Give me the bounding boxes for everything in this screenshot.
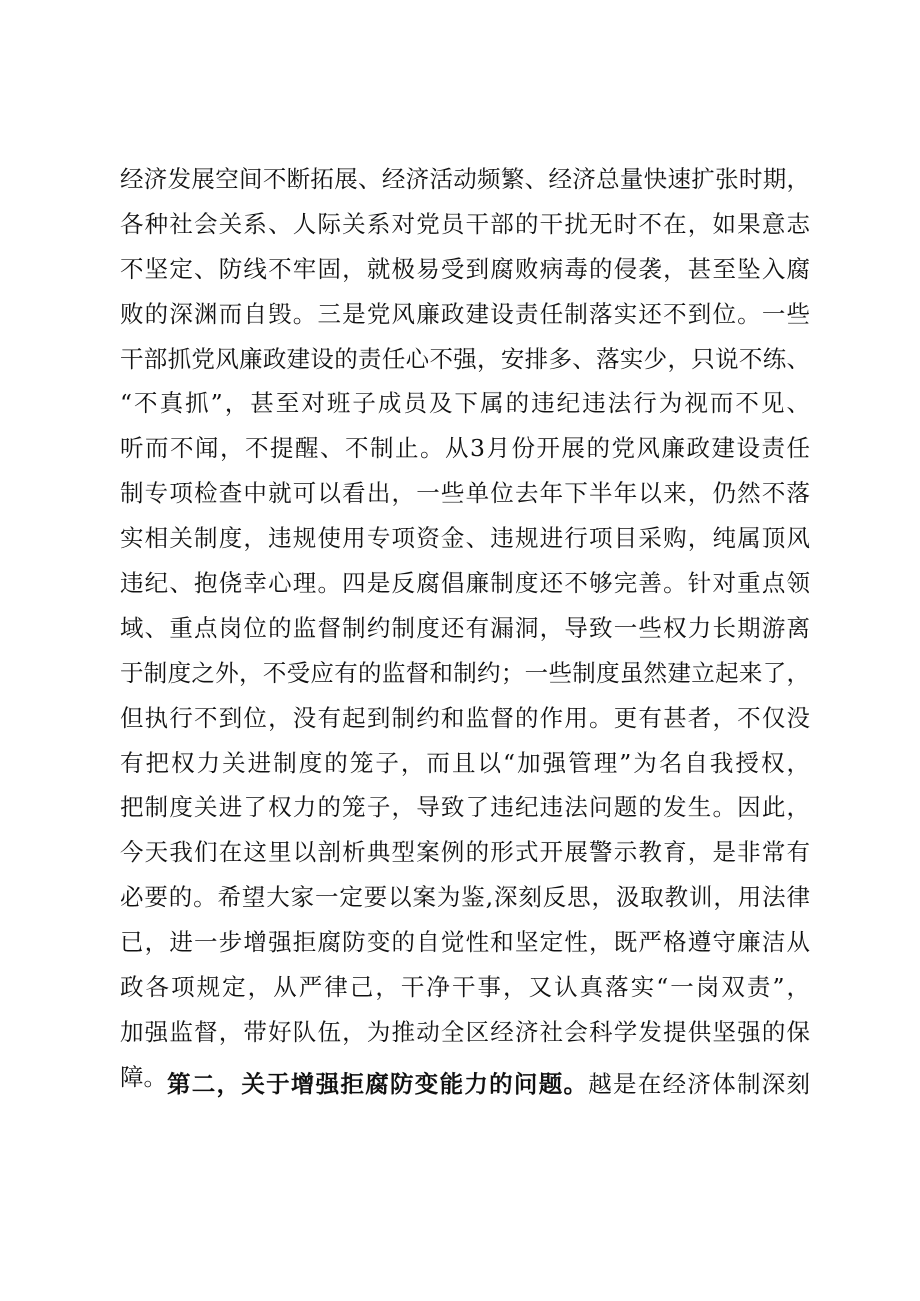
paragraph-line: 障。	[120, 1062, 167, 1091]
paragraph-line: 败的深渊而自毁。三是党风廉政建设责任制落实还不到位。一些	[120, 299, 810, 328]
paragraph-line: 违纪、抱侥幸心理。四是反腐倡廉制度还不够完善。针对重点领	[120, 569, 810, 598]
paragraph-line: 加强监督，带好队伍，为推动全区经济社会科学发提供坚强的保	[120, 1017, 810, 1046]
paragraph-line: 实相关制度，违规使用专项资金、违规进行项目采购，纯属顶风	[120, 524, 810, 553]
section-heading-line	[120, 1062, 810, 1107]
paragraph-line: 各种社会关系、人际关系对党员干部的干扰无时不在，如果意志	[120, 209, 810, 238]
paragraph-line: 听而不闻，不提醒、不制止。从3月份开展的党风廉政建设责任	[120, 434, 810, 463]
paragraph-line: 政各项规定，从严律己，干净干事，又认真落实“一岗双责”，	[120, 973, 810, 1002]
paragraph-line: 必要的。希望大家一定要以案为鉴,深刻反思，汲取教训，用法律	[120, 883, 810, 912]
paragraph-line: 制专项检查中就可以看出，一些单位去年下半年以来，仍然不落	[120, 479, 810, 508]
section-lead-text: 越是在经济体制深刻	[588, 1070, 811, 1098]
paragraph-line: 今天我们在这里以剖析典型案例的形式开展警示教育，是非常有	[120, 838, 810, 867]
paragraph-line: 把制度关进了权力的笼子，导致了违纪违法问题的发生。因此，	[120, 793, 810, 822]
paragraph-line: 于制度之外，不受应有的监督和制约；一些制度虽然建立起来了，	[120, 658, 810, 687]
body-paragraph	[120, 157, 810, 1100]
paragraph-line: 干部抓党风廉政建设的责任心不强，安排多、落实少，只说不练、	[120, 344, 810, 373]
paragraph-line: 但执行不到位，没有起到制约和监督的作用。更有甚者，不仅没	[120, 703, 810, 732]
paragraph-line: 有把权力关进制度的笼子，而且以“加强管理”为名自我授权，	[120, 748, 810, 777]
section-heading: 第二，关于增强拒腐防变能力的问题。	[167, 1070, 589, 1098]
paragraph-line: 已，进一步增强拒腐防变的自觉性和坚定性，既严格遵守廉洁从	[120, 928, 810, 957]
paragraph-line: 经济发展空间不断拓展、经济活动频繁、经济总量快速扩张时期，	[120, 165, 810, 193]
paragraph-line: “不真抓”，甚至对班子成员及下属的违纪违法行为视而不见、	[120, 389, 810, 418]
paragraph-line: 不坚定、防线不牢固，就极易受到腐败病毒的侵袭，甚至坠入腐	[120, 254, 810, 283]
paragraph-line: 域、重点岗位的监督制约制度还有漏洞，导致一些权力长期游离	[120, 613, 810, 642]
